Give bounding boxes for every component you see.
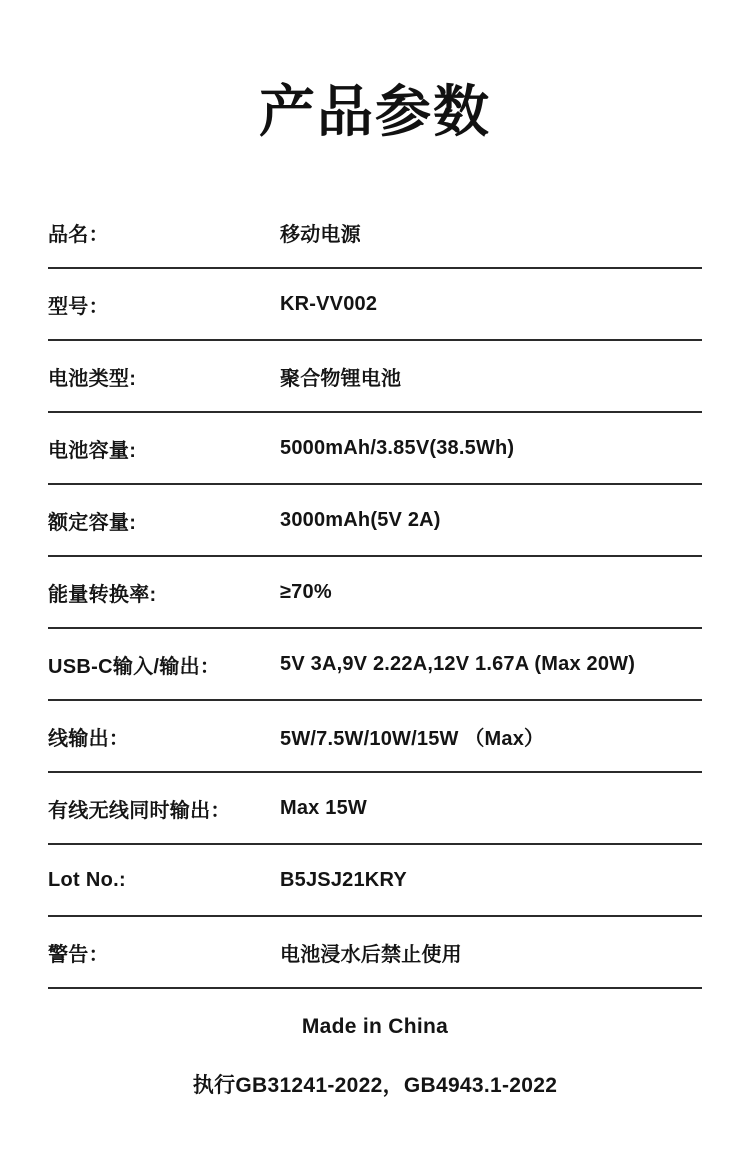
spec-label: 能量转换率: (48, 583, 157, 606)
footer (48, 1015, 702, 1099)
table-row (48, 485, 702, 557)
spec-value: B5JSJ21KRY (280, 868, 407, 891)
table-row (48, 917, 702, 989)
spec-label: 型号： (48, 295, 109, 318)
spec-label: 警告： (48, 943, 109, 966)
spec-value: 移动电源 (280, 223, 361, 246)
table-row (48, 197, 702, 269)
spec-value: Max 15W (280, 796, 367, 819)
spec-value: 5W/7.5W/10W/15W （Max） (280, 727, 545, 750)
spec-label: 线输出： (48, 727, 130, 750)
spec-label: 有线无线同时输出： (48, 799, 231, 822)
page-title: 产品参数 (259, 80, 491, 143)
spec-value: 聚合物锂电池 (280, 367, 402, 390)
spec-value: 5V 3A,9V 2.22A,12V 1.67A (Max 20W) (280, 652, 636, 675)
spec-label: 额定容量: (48, 511, 137, 534)
spec-label: 品名： (48, 223, 109, 246)
spec-value: ≥70% (280, 580, 332, 603)
table-row (48, 269, 702, 341)
table-row (48, 773, 702, 845)
spec-value: KR-VV002 (280, 292, 378, 315)
spec-label: 电池类型: (48, 367, 137, 390)
spec-table (48, 197, 702, 989)
spec-label: 电池容量: (48, 439, 137, 462)
spec-value: 3000mAh(5V 2A) (280, 508, 441, 531)
spec-value: 5000mAh/3.85V(38.5Wh) (280, 436, 515, 459)
made-in-text: Made in China (301, 1015, 449, 1039)
table-row (48, 413, 702, 485)
table-row (48, 341, 702, 413)
table-row (48, 629, 702, 701)
standard-text: 执行GB31241-2022，GB4943.1-2022 (192, 1074, 558, 1098)
table-row (48, 845, 702, 917)
spec-label: Lot No.: (48, 868, 126, 891)
spec-label: USB-C输入/输出： (48, 655, 221, 678)
table-row (48, 557, 702, 629)
table-row (48, 701, 702, 773)
spec-value: 电池浸水后禁止使用 (280, 943, 462, 966)
